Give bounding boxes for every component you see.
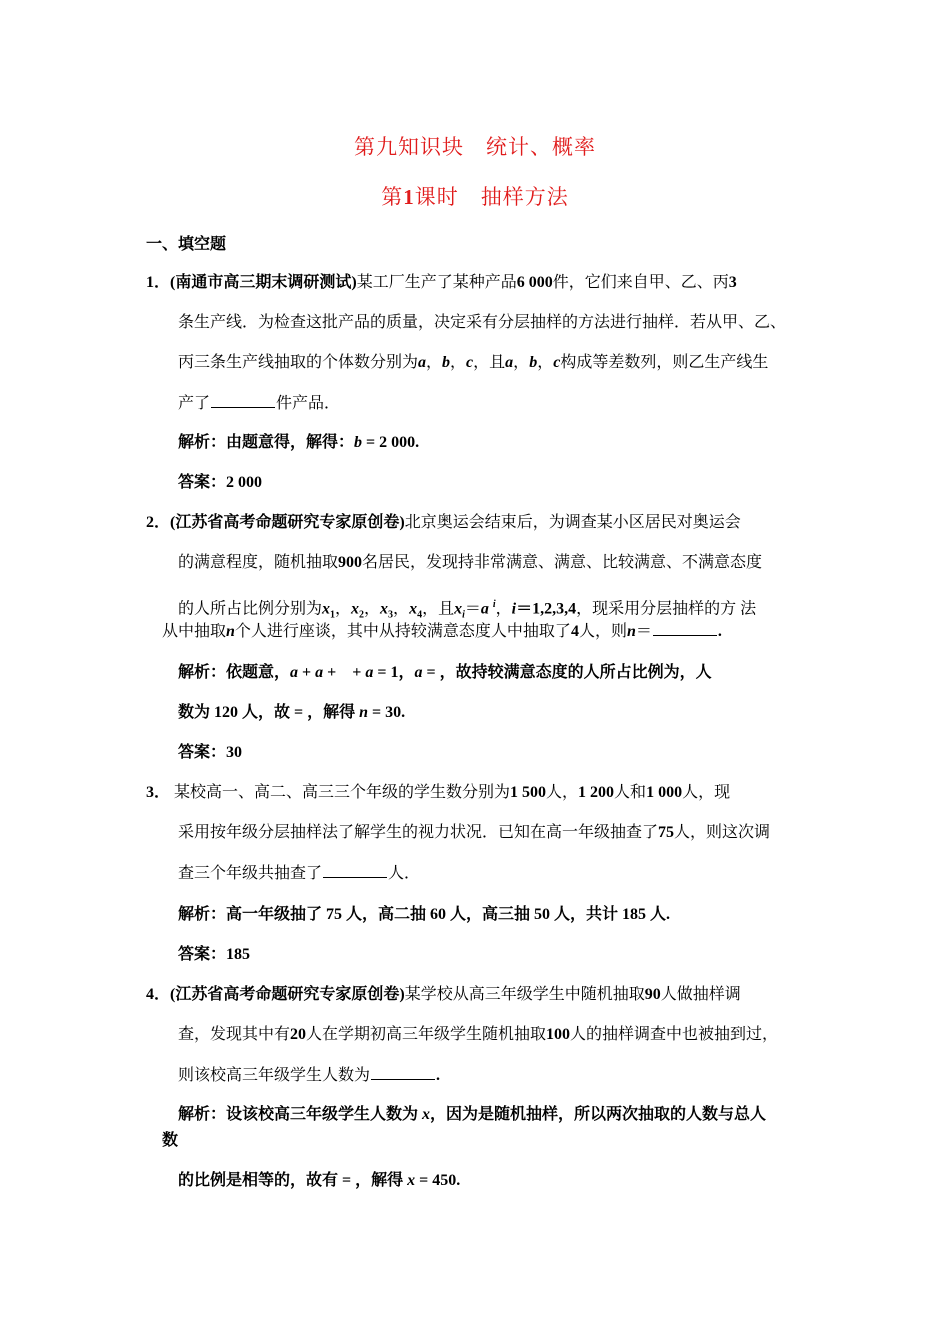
question-3-line-1: 3． 某校高一、高二、高三三个年级的学生数分别为1 500人，1 200人和1 000人，现 <box>146 784 731 801</box>
question-4-analysis-2: 的比例是相等的，故有 = ，解得 x = 450. <box>178 1172 461 1189</box>
question-2-line-2: 的满意程度，随机抽取900名居民，发现持非常满意、满意、比较满意、不满意态度 <box>178 554 763 571</box>
question-4-line-3: 则该校高三年级学生人数为 . <box>178 1064 440 1087</box>
question-1-line-3: 丙三条生产线抽取的个体数分别为a，b，c，且a，b，c构成等差数列，则乙生产线生 <box>178 354 769 371</box>
question-2-line-3: 的人所占比例分别为$x_1$，$x_2$，$x_3$，$x_4$，且$x_i=a$ $^i$，i＝1,2,3,4，现采用分层抽样的方 法 <box>178 599 757 621</box>
question-3-line-3: 查三个年级共抽查了 人． <box>178 862 420 885</box>
question-3-line-2: 采用按年级分层抽样法了解学生的视力状况．已知在高一年级抽查了75人，则这次调 <box>178 824 771 841</box>
question-2-analysis-1: 解析：依题意，a + a + + a = 1，a = ，故持较满意态度的人所占比例为，人 <box>178 664 712 681</box>
question-1-analysis: 解析：由题意得，解得：b = 2 000. <box>178 434 420 451</box>
section-heading: 一、填空题 <box>146 236 227 253</box>
question-2-line-1: 2．(江苏省高考命题研究专家原创卷)北京奥运会结束后，为调查某小区居民对奥运会 <box>146 514 741 531</box>
question-1-answer: 答案：2 000 <box>178 474 263 491</box>
question-2-answer: 答案：30 <box>178 744 243 761</box>
question-1-line-2: 条生产线．为检查这批产品的质量，决定采有分层抽样的方法进行抽样．若从甲、乙、 <box>178 314 787 331</box>
question-4-analysis-1: 解析：设该校高三年级学生人数为 x，因为是随机抽样，所以两次抽取的人数与总人 <box>178 1106 767 1123</box>
lesson-title: 第1课时 抽样方法 <box>381 185 569 209</box>
question-3-answer: 答案：185 <box>178 946 251 963</box>
question-3-analysis: 解析：高一年级抽了 75 人，高二抽 60 人，高三抽 50 人，共计 185 人. <box>178 906 671 923</box>
question-4-analysis-1-wrap: 数 <box>162 1132 179 1149</box>
answer-blank <box>653 620 717 636</box>
question-4-line-2: 查，发现其中有20人在学期初高三年级学生随机抽取100人的抽样调查中也被抽到过， <box>178 1026 779 1043</box>
answer-blank <box>323 862 387 878</box>
chapter-title: 第九知识块 统计、概率 <box>354 135 596 159</box>
answer-blank <box>371 1064 435 1080</box>
question-1-line-1: 1．(南通市高三期末调研测试)某工厂生产了某种产品6 000件，它们来自甲、乙、丙3 <box>146 274 737 291</box>
question-4-line-1: 4．(江苏省高考命题研究专家原创卷)某学校从高三年级学生中随机抽取90人做抽样调 <box>146 986 741 1003</box>
question-2-line-4: 从中抽取n个人进行座谈，其中从持较满意态度人中抽取了4人，则n＝ . <box>162 620 722 643</box>
question-2-analysis-2: 数为 120 人，故 = ，解得 n = 30. <box>178 704 406 721</box>
question-1-line-4: 产了 件产品． <box>178 392 340 415</box>
answer-blank <box>211 392 275 408</box>
